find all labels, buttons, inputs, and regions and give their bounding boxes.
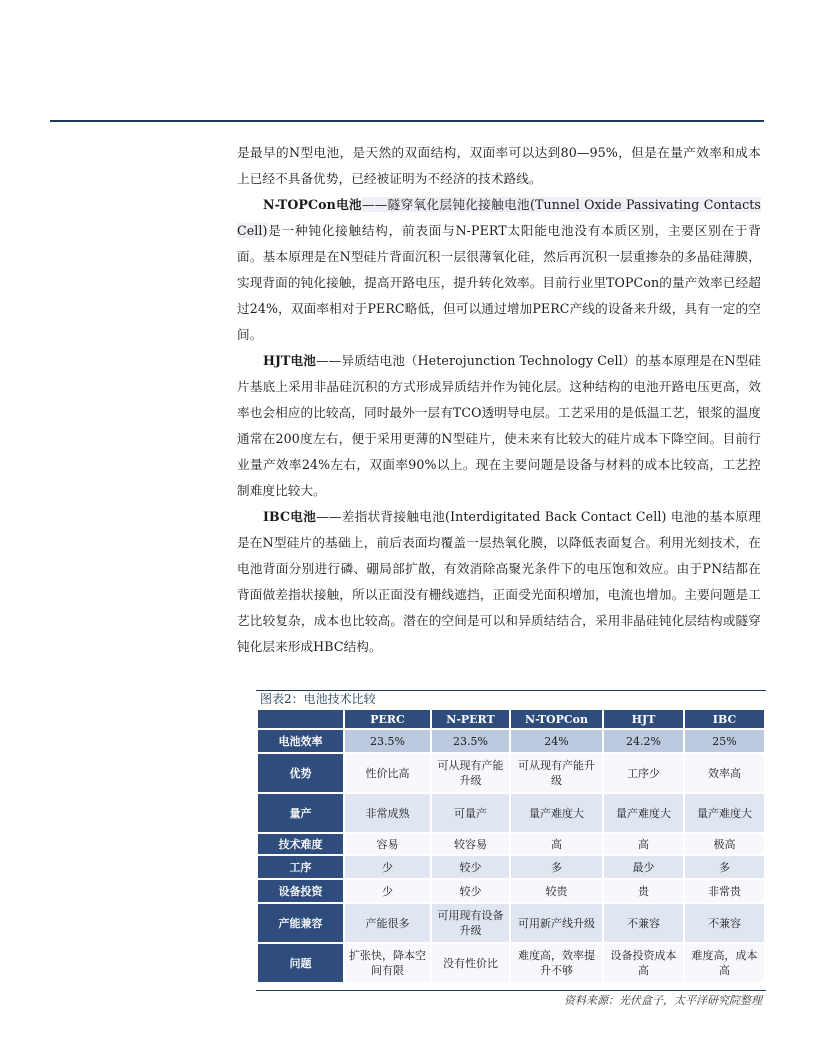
body-text: [237, 140, 761, 660]
table-cell: 23.5%: [432, 730, 509, 752]
table-cell: 可用新产线升级: [511, 904, 602, 942]
paragraph-nPERT-cont: 是最早的N型电池，是天然的双面结构，双面率可以达到80—95%，但是在量产效率和成本上已经不具备优势，已经被证明为不经济的技术路线。: [237, 145, 761, 186]
header-ibc: IBC: [685, 710, 764, 728]
row-label: 技术难度: [258, 834, 343, 854]
table-cell: 工序少: [604, 754, 683, 792]
table-cell: 较容易: [432, 834, 509, 854]
table-cell: 多: [511, 856, 602, 878]
table-cell: 非常成熟: [345, 794, 430, 832]
table-cell: 少: [345, 880, 430, 902]
table-cell: 非常贵: [685, 880, 764, 902]
paragraph-hjt: [237, 348, 761, 504]
row-label: 量产: [258, 794, 343, 832]
header-npert: N-PERT: [432, 710, 509, 728]
table-row: [258, 856, 764, 878]
paragraph-ibc: [237, 504, 761, 660]
row-label: 电池效率: [258, 730, 343, 752]
table-cell: 极高: [685, 834, 764, 854]
table-cell: 难度高，效率提升不够: [511, 944, 602, 982]
table-row: [258, 944, 764, 982]
header-ntopcon: N-TOPCon: [511, 710, 602, 728]
table-cell: 25%: [685, 730, 764, 752]
term-topcon: N-TOPCon电池: [263, 197, 362, 212]
table-cell: 扩张快，降本空间有限: [345, 944, 430, 982]
row-label: 产能兼容: [258, 904, 343, 942]
table-cell: 不兼容: [685, 904, 764, 942]
table-cell: 没有性价比: [432, 944, 509, 982]
table-cell: 可从现有产能升级: [511, 754, 602, 792]
row-label: 设备投资: [258, 880, 343, 902]
table-cell: 最少: [604, 856, 683, 878]
table-row: [258, 730, 764, 752]
table-cell: 性价比高: [345, 754, 430, 792]
source-note: 资料来源：光伏盒子，太平洋研究院整理: [564, 994, 762, 1007]
table-cell: 24.2%: [604, 730, 683, 752]
table-cell: 较贵: [511, 880, 602, 902]
header-rule: [50, 120, 764, 122]
source-rule: [256, 990, 766, 991]
table-cell: 产能很多: [345, 904, 430, 942]
table-cell: 较少: [432, 880, 509, 902]
row-label: 优势: [258, 754, 343, 792]
header-hjt: HJT: [604, 710, 683, 728]
table-cell: 24%: [511, 730, 602, 752]
table-cell: 设备投资成本高: [604, 944, 683, 982]
table-cell: 高: [604, 834, 683, 854]
topcon-body: 是一种钝化接触结构，前表面与N-PERT太阳能电池没有本质区别，主要区别在于背面。基本原理是在N型硅片背面沉积一层很薄氧化硅，然后再沉积一层重掺杂的多晶硅薄膜，实现背面的钝化接触，提高开路电压，提升转化效率。目前行业里TOPCon的量产效率已经超过24%，双面率相对于PERC略低，但可以通过增加PERC产线的设备来升级，具有一定的空间。: [237, 223, 761, 342]
header-corner: [258, 710, 343, 728]
ibc-body: ——差指状背接触电池(Interdigitated Back Contact Cell) 电池的基本原理是在N型硅片的基础上，前后表面均覆盖一层热氧化膜，以降低表面复合。利用光刻技术，在电池背面分别进行磷、硼局部扩散，有效消除高聚光条件下的电压饱和效应。由于PN结都在背面做差指状接触，所以正面没有栅线遮挡，正面受光面积增加，电流也增加。主要问题是工艺比较复杂，成本也比较高。潜在的空间是可以和异质结结合，采用非晶硅钝化层结构或隧穿钝化层来形成HBC结构。: [237, 509, 761, 654]
table-header-row: [258, 710, 764, 728]
table-cell: 不兼容: [604, 904, 683, 942]
table-cell: 少: [345, 856, 430, 878]
paragraph-topcon: [237, 192, 761, 348]
table-row: [258, 754, 764, 792]
row-label: 工序: [258, 856, 343, 878]
table-cell: 难度高，成本高: [685, 944, 764, 982]
row-label: 问题: [258, 944, 343, 982]
table-row: [258, 904, 764, 942]
header-perc: PERC: [345, 710, 430, 728]
table-cell: 较少: [432, 856, 509, 878]
table-cell: 可从现有产能升级: [432, 754, 509, 792]
table-cell: 高: [511, 834, 602, 854]
topcon-desc: ——隧穿氧化层钝化接触电池(Tunnel Oxide Passivating Contacts Cell): [237, 197, 761, 238]
hjt-body: ——异质结电池（Heterojunction Technology Cell）的基本原理是在N型硅片基底上采用非晶硅沉积的方式形成异质结并作为钝化层。这种结构的电池开路电压更高，效率也会相应的比较高，同时最外一层有TCO透明导电层。工艺采用的是低温工艺，银浆的温度通常在200度左右，便于采用更薄的N型硅片，使未来有比较大的硅片成本下降空间。目前行业量产效率24%左右，双面率90%以上。现在主要问题是设备与材料的成本比较高，工艺控制难度比较大。: [237, 353, 762, 498]
table-cell: 量产难度大: [604, 794, 683, 832]
table-row: [258, 834, 764, 854]
term-hjt: HJT电池: [263, 353, 316, 368]
table-cell: 贵: [604, 880, 683, 902]
table-cell: 多: [685, 856, 764, 878]
comparison-table: [256, 708, 766, 984]
table-cell: 效率高: [685, 754, 764, 792]
table-cell: 量产难度大: [511, 794, 602, 832]
table-cell: 可量产: [432, 794, 509, 832]
term-ibc: IBC电池: [263, 509, 317, 524]
table-cell: 容易: [345, 834, 430, 854]
table-cell: 23.5%: [345, 730, 430, 752]
table-row: [258, 880, 764, 902]
figure-title: 图表2：电池技术比较: [256, 690, 766, 708]
table-row: [258, 794, 764, 832]
table-cell: 量产难度大: [685, 794, 764, 832]
table-cell: 可用现有设备升级: [432, 904, 509, 942]
